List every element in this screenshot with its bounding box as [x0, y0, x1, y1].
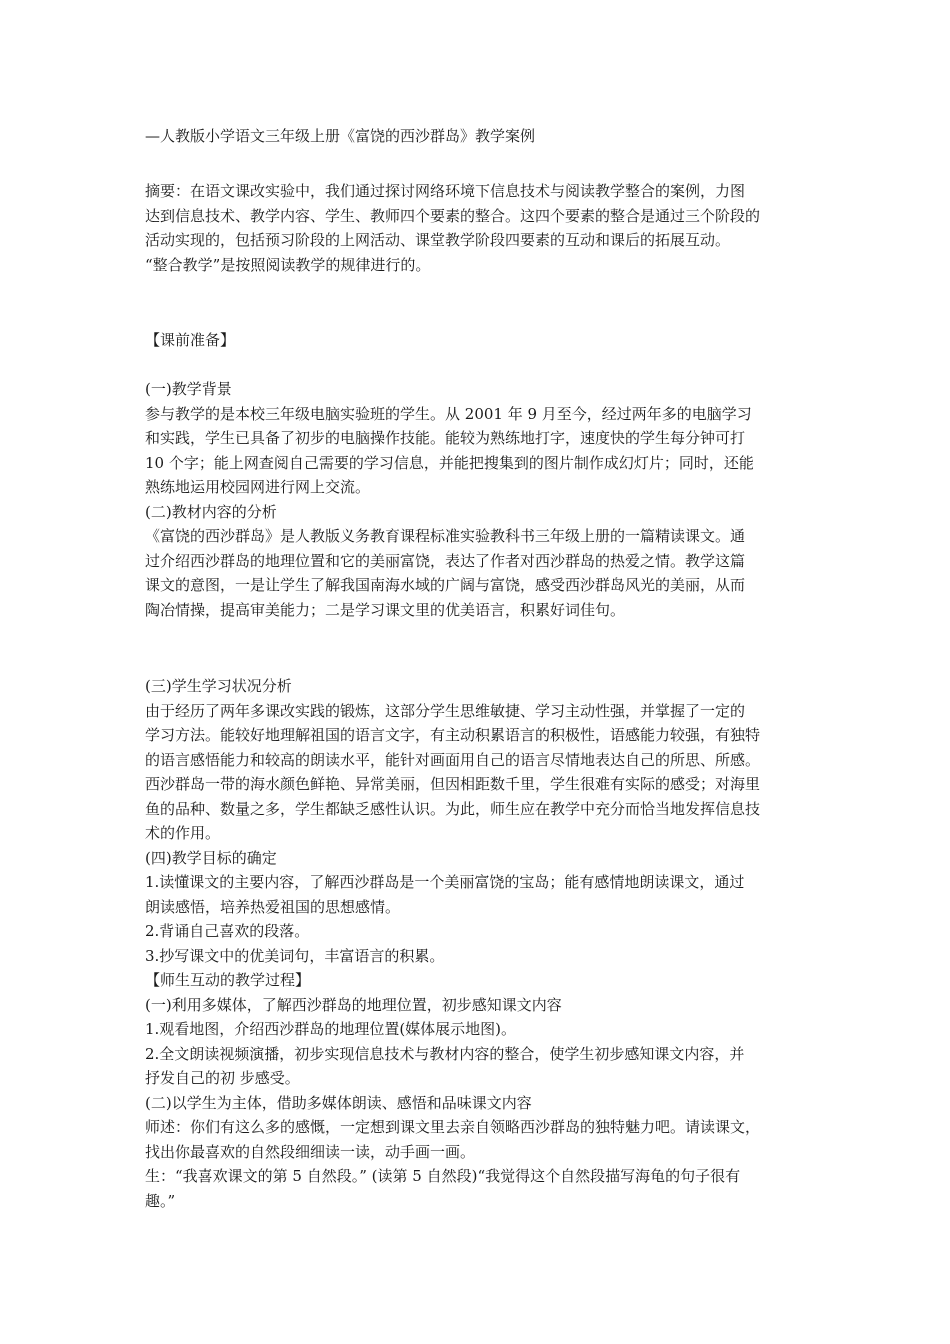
- text-line: 1.观看地图，介绍西沙群岛的地理位置(媒体展示地图)。: [145, 1020, 517, 1038]
- text-line: 过介绍西沙群岛的地理位置和它的美丽富饶，表达了作者对西沙群岛的热爱之情。教学这篇: [145, 551, 746, 570]
- text-line: 10 个字；能上网查阅自己需要的学习信息，并能把搜集到的图片制作成幻灯片；同时，还能: [145, 453, 754, 472]
- text-line: (二)以学生为主体，借助多媒体朗读、感悟和品味课文内容: [145, 1093, 532, 1112]
- text-line: 参与教学的是本校三年级电脑实验班的学生。从 2001 年 9 月至今，经过两年多的电脑学习: [145, 404, 752, 423]
- text-line: 熟练地运用校园网进行网上交流。: [145, 478, 371, 496]
- text-line: 的语言感悟能力和较高的朗读水平，能针对画面用自己的语言尽情地表达自己的所思、所感。: [145, 750, 761, 769]
- text-line: 2.背诵自己喜欢的段落。: [145, 922, 310, 940]
- section-heading-text: 【课前准备】: [145, 331, 236, 349]
- abstract-paragraph: [145, 179, 815, 277]
- text-line: 找出你最喜欢的自然段细细读一读，动手画一画。: [145, 1142, 476, 1161]
- background-section: [145, 377, 815, 622]
- text-line: 抒发自己的初 步感受。: [145, 1069, 300, 1087]
- text-line: 鱼的品种、数量之多，学生都缺乏感性认识。为此，师生应在教学中充分而恰当地发挥信息技: [145, 799, 761, 818]
- text-line: (一)教学背景: [145, 380, 232, 398]
- text-line: (四)教学目标的确定: [145, 848, 277, 867]
- text-line: (二)教材内容的分析: [145, 502, 277, 521]
- text-line: 1.读懂课文的主要内容，了解西沙群岛是一个美丽富饶的宝岛；能有感情地朗读课文，通过: [145, 873, 745, 891]
- title-line: —人教版小学语文三年级上册《富饶的西沙群岛》教学案例: [145, 127, 536, 145]
- text-line: 师述：你们有这么多的感慨，一定想到课文里去亲自领略西沙群岛的独特魅力吧。请读课文，: [145, 1118, 761, 1136]
- main-body-section: [145, 674, 815, 1213]
- abstract-line: 达到信息技术、教学内容、学生、教师四个要素的整合。这四个要素的整合是通过三个阶段的: [145, 206, 761, 225]
- text-line: 生：“我喜欢课文的第 5 自然段。” (读第 5 自然段)“我觉得这个自然段描写海龟的句子很有: [145, 1167, 741, 1185]
- text-line: 学习方法。能较好地理解祖国的语言文字，有主动积累语言的积极性，语感能力较强，有独特: [145, 726, 761, 744]
- text-line: 2.全文朗读视频演播，初步实现信息技术与教材内容的整合，使学生初步感知课文内容，并: [145, 1044, 745, 1063]
- text-line: 陶冶情操，提高审美能力；二是学习课文里的优美语言，积累好词佳句。: [145, 600, 626, 619]
- document-title: [145, 124, 815, 149]
- abstract-line: “整合教学”是按照阅读教学的规律进行的。: [145, 255, 431, 274]
- text-line: 西沙群岛一带的海水颜色鲜艳、异常美丽，但因相距数千里，学生很难有实际的感受；对海里: [145, 775, 761, 793]
- text-line: 由于经历了两年多课改实践的锻炼，这部分学生思维敏捷、学习主动性强，并掌握了一定的: [145, 701, 746, 720]
- abstract-line: 活动实现的，包括预习阶段的上网活动、课堂教学阶段四要素的互动和课后的拓展互动。: [145, 231, 731, 249]
- abstract-line: 摘要：在语文课改实验中，我们通过探讨网络环境下信息技术与阅读教学整合的案例，力图: [145, 182, 746, 200]
- text-line: 3.抄写课文中的优美词句，丰富语言的积累。: [145, 946, 445, 965]
- text-line: 课文的意图，一是让学生了解我国南海水域的广阔与富饶，感受西沙群岛风光的美丽，从而: [145, 576, 746, 594]
- text-line: (一)利用多媒体，了解西沙群岛的地理位置，初步感知课文内容: [145, 995, 562, 1014]
- text-line: 术的作用。: [145, 824, 221, 842]
- section-heading-prep: [145, 328, 815, 353]
- text-line: 朗读感悟，培养热爱祖国的思想感情。: [145, 897, 401, 916]
- text-line: 【师生互动的教学过程】: [145, 971, 311, 989]
- text-line: 《富饶的西沙群岛》是人教版义务教育课程标准实验教科书三年级上册的一篇精读课文。通: [145, 527, 746, 545]
- text-line: 趣。”: [145, 1191, 176, 1210]
- text-line: 和实践，学生已具备了初步的电脑操作技能。能较为熟练地打字，速度快的学生每分钟可打: [145, 429, 746, 447]
- text-line: (三)学生学习状况分析: [145, 677, 292, 695]
